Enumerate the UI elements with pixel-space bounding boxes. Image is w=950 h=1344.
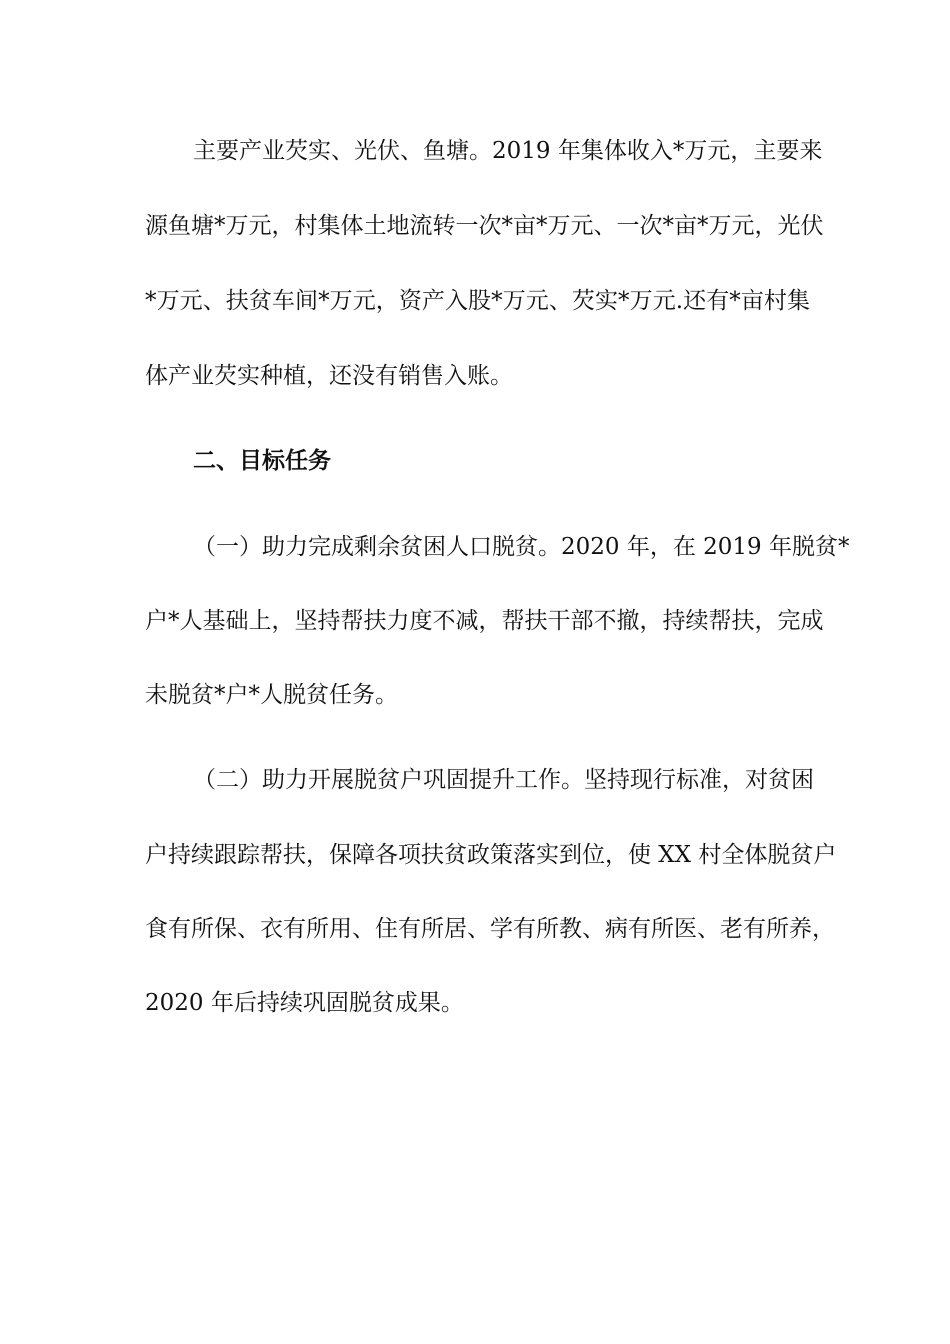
paragraph-line: *万元、扶贫车间*万元，资产入股*万元、芡实*万元.还有*亩村集 [145, 288, 810, 314]
paragraph-line: 未脱贫*户*人脱贫任务。 [145, 682, 398, 708]
paragraph-line: 食有所保、衣有所用、住有所居、学有所教、病有所医、老有所养， [145, 916, 835, 942]
paragraph-line: 户*人基础上，坚持帮扶力度不减，帮扶干部不撤，持续帮扶，完成 [145, 608, 824, 634]
paragraph-line: （二）助力开展脱贫户巩固提升工作。坚持现行标准，对贫困 [193, 767, 814, 793]
paragraph-line: 源鱼塘*万元，村集体土地流转一次*亩*万元、一次*亩*万元，光伏 [145, 213, 824, 239]
paragraph-line: 2020 年后持续巩固脱贫成果。 [145, 990, 464, 1016]
paragraph-line: 主要产业芡实、光伏、鱼塘。2019 年集体收入*万元，主要来 [193, 138, 823, 164]
paragraph-line: 户持续跟踪帮扶，保障各项扶贫政策落实到位，使 XX 村全体脱贫户 [145, 842, 837, 868]
paragraph-line: （一）助力完成剩余贫困人口脱贫。2020 年，在 2019 年脱贫* [193, 534, 850, 560]
paragraph-line: 体产业芡实种植，还没有销售入账。 [145, 363, 513, 389]
section-heading: 二、目标任务 [193, 448, 331, 474]
